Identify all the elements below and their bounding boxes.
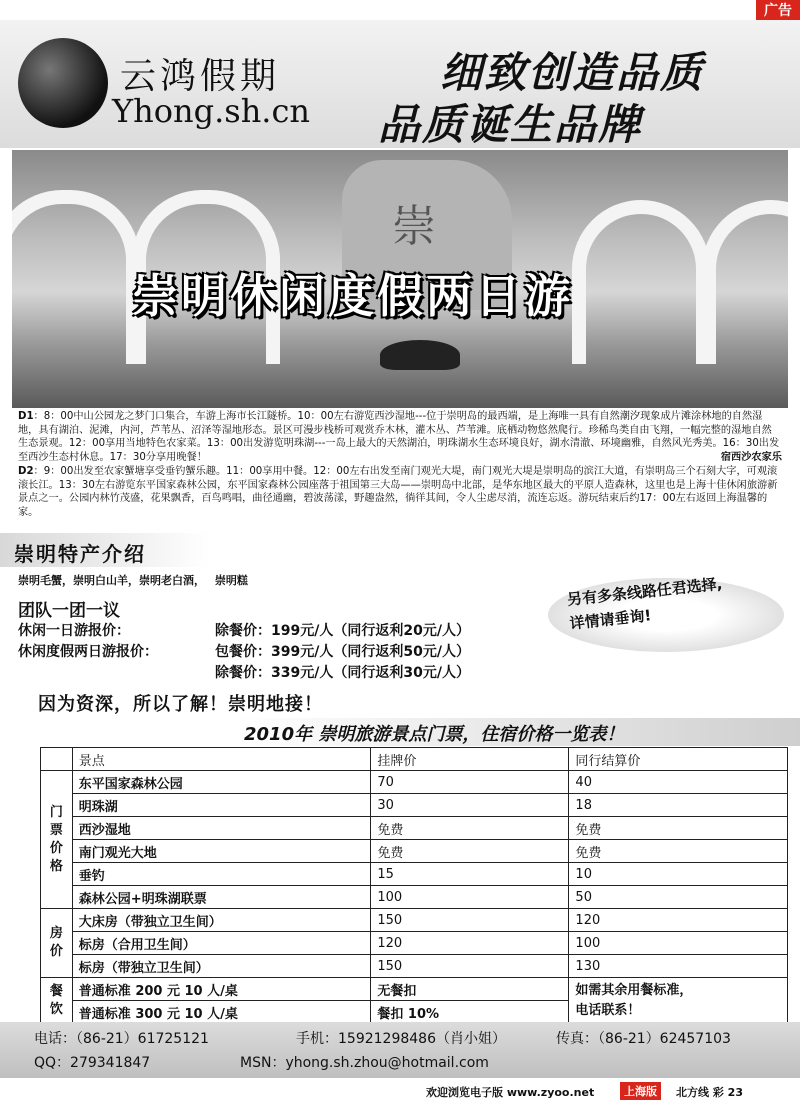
price-rebate: （同行返利50元/人） (333, 644, 470, 660)
slogan-line-2: 品质诞生品牌 (378, 100, 643, 149)
table-cell: 垂钓 (72, 863, 371, 886)
table-cell: 南门观光大地 (72, 840, 371, 863)
table-cell: 150 (371, 909, 569, 932)
table-row (41, 817, 788, 840)
table-row (41, 771, 788, 794)
footer-page-number: 北方线 彩 23 (676, 1086, 743, 1099)
price-row (215, 641, 470, 661)
table-cell: 50 (569, 886, 788, 909)
table-header: 景点 (72, 748, 371, 771)
meal-category (41, 978, 73, 1024)
room-category-label: 房价 (49, 926, 63, 959)
specialty-items: 崇明毛蟹，崇明白山羊，崇明老白酒， 崇明糕 (18, 574, 248, 587)
table-header-row (41, 748, 788, 771)
ticket-category-label: 门票价格 (49, 804, 63, 874)
table-cell: 免费 (569, 817, 788, 840)
table-cell: 普通标准 300 元 10 人/桌 (72, 1001, 371, 1024)
price-meal: 包餐价： (215, 644, 271, 660)
callout-line-1: 另有多条线路任君选择, (566, 574, 724, 609)
price-rebate: （同行返利30元/人） (333, 665, 470, 681)
table-corner (41, 748, 73, 771)
footer-edition-badge: 上海版 (620, 1082, 661, 1100)
table-header: 同行结算价 (569, 748, 788, 771)
price-row (18, 641, 158, 661)
table-cell: 70 (371, 771, 569, 794)
stone-inscription: 崇 (392, 201, 436, 252)
table-cell: 明珠湖 (72, 794, 371, 817)
table-row (41, 978, 788, 1001)
table-title: 2010年 崇明旅游景点门票，住宿价格一览表！ (244, 724, 625, 745)
table-cell: 森林公园+明珠湖联票 (72, 886, 371, 909)
price-value: 399元/人 (271, 644, 334, 660)
footer-bar (0, 1080, 800, 1100)
price-label: 休闲度假两日游报价： (18, 644, 158, 660)
table-cell: 普通标准 200 元 10 人/桌 (72, 978, 371, 1001)
table-row (41, 955, 788, 978)
table-cell: 无餐扣 (371, 978, 569, 1001)
table-cell: 100 (371, 886, 569, 909)
price-rebate: （同行返利20元/人） (333, 623, 470, 639)
footer-website[interactable]: 欢迎浏览电子版 www.zyoo.net (426, 1086, 595, 1099)
day-label: D2 (18, 465, 34, 477)
table-cell: 免费 (371, 817, 569, 840)
table-cell: 15 (371, 863, 569, 886)
brand-name-en: Yhong.sh.cn (112, 92, 310, 130)
hero-photo (12, 150, 788, 408)
contact-fax: 传真：（86-21）62457103 (556, 1031, 731, 1047)
table-cell: 标房（合用卫生间） (72, 932, 371, 955)
itinerary-text (18, 410, 782, 519)
contact-msn: MSN：yhong.sh.zhou@hotmail.com (240, 1055, 489, 1071)
table-cell: 餐扣 10% (371, 1001, 569, 1024)
itinerary-day-2 (18, 465, 782, 519)
table-cell: 西沙湿地 (72, 817, 371, 840)
table-row (41, 909, 788, 932)
table-cell: 40 (569, 771, 788, 794)
contact-phone: 电话：（86-21）61725121 (34, 1031, 209, 1047)
table-cell: 30 (371, 794, 569, 817)
price-row (18, 620, 130, 640)
meal-note (569, 978, 788, 1024)
table-cell: 18 (569, 794, 788, 817)
callout-line-2: 详情请垂询! (568, 606, 653, 633)
table-cell: 120 (371, 932, 569, 955)
table-row (41, 794, 788, 817)
contact-qq: QQ：279341847 (34, 1055, 151, 1071)
price-meal: 除餐价： (215, 665, 271, 681)
arch-shape (702, 200, 788, 364)
table-row (41, 863, 788, 886)
room-category (41, 909, 73, 978)
table-row (41, 886, 788, 909)
slogan-line-1: 细致创造品质 (440, 48, 705, 97)
table-cell: 免费 (569, 840, 788, 863)
brand-name-cn: 云鸿假期 (120, 56, 281, 97)
price-meal: 除餐价： (215, 623, 271, 639)
day-description: ：8：00中山公园龙之梦门口集合，车游上海市长江隧桥。10：00左右游览西沙湿地---位于崇明岛的最西端，是上海唯一具有自然潮汐现象成片滩涂林地的自然湿地，具有湖泊、泥滩，内河，芦苇丛、沼泽等湿地形态。景区可漫步栈桥可观赏乔木林，灌木丛、芦苇滩。底栖动物悠然爬行。珍稀鸟类自由飞翔，一幅完整的湿地自然生态景观。12：00享用当地特色农家菜。13：00出发游览明珠湖---一岛上最大的天然湖泊，明珠湖水生态环境良好，湖水清澈、环境幽雅，自然风光秀美。16：30出发至西沙生态村休息。17：30分享用晚餐！ (18, 411, 780, 463)
arch-shape (12, 190, 140, 364)
meal-category-label: 餐饮 (49, 983, 63, 1017)
price-row (215, 620, 470, 640)
table-row (41, 932, 788, 955)
jetski-icon (380, 340, 460, 370)
price-label: 休闲一日游报价： (18, 623, 130, 639)
ad-tag: 广告 (756, 0, 800, 22)
table-row (41, 840, 788, 863)
price-value: 199元/人 (271, 623, 334, 639)
table-cell: 130 (569, 955, 788, 978)
table-cell: 150 (371, 955, 569, 978)
table-cell: 东平国家森林公园 (72, 771, 371, 794)
day-lodging: 宿西沙农家乐 (720, 452, 782, 464)
tagline: 因为资深，所以了解！崇明地接！ (38, 694, 323, 715)
group-pricing-title: 团队一团一议 (18, 601, 120, 621)
table-header: 挂牌价 (371, 748, 569, 771)
meal-note-line-1: 如需其余用餐标准， (575, 982, 693, 998)
specialty-title: 崇明特产介绍 (14, 542, 146, 566)
table-cell: 免费 (371, 840, 569, 863)
contact-bar (0, 1022, 800, 1078)
meal-note-line-2: 电话联系！ (575, 1002, 641, 1018)
day-description: ：9：00出发至农家蟹塘享受垂钓蟹乐趣。11：00享用中餐。12：00左右出发至南门观光大堤，南门观光大堤是崇明岛的滨江大道，有崇明岛三个石刻大字，可观滚滚长江。13：30左右游览东平国家森林公园，东平国家森林公园座落于祖国第三大岛——崇明岛中北部，是华东地区最大的平原人造森林，这里也是上海十佳休闲旅游新景点之一。公园内林竹茂盛，花果飘香，百鸟鸣唱，曲径通幽，碧波荡漾，野趣盎然，徜徉其间，令人尘虑尽消，流连忘返。游玩结束后约17：00左右返回上海温馨的家。 (18, 465, 778, 518)
price-value: 339元/人 (271, 665, 334, 681)
day-label: D1 (18, 411, 34, 422)
table-cell: 大床房（带独立卫生间） (72, 909, 371, 932)
price-table (40, 747, 788, 1024)
table-cell: 120 (569, 909, 788, 932)
ticket-category (41, 771, 73, 909)
price-row (215, 662, 470, 682)
itinerary-day-1 (18, 410, 782, 465)
table-cell: 10 (569, 863, 788, 886)
arch-shape (572, 200, 710, 364)
contact-mobile: 手机：15921298486（肖小姐） (296, 1031, 506, 1047)
brand-logo-icon (18, 38, 108, 128)
table-cell: 100 (569, 932, 788, 955)
tour-title: 崇明休闲度假两日游 (132, 269, 573, 323)
table-cell: 标房（带独立卫生间） (72, 955, 371, 978)
